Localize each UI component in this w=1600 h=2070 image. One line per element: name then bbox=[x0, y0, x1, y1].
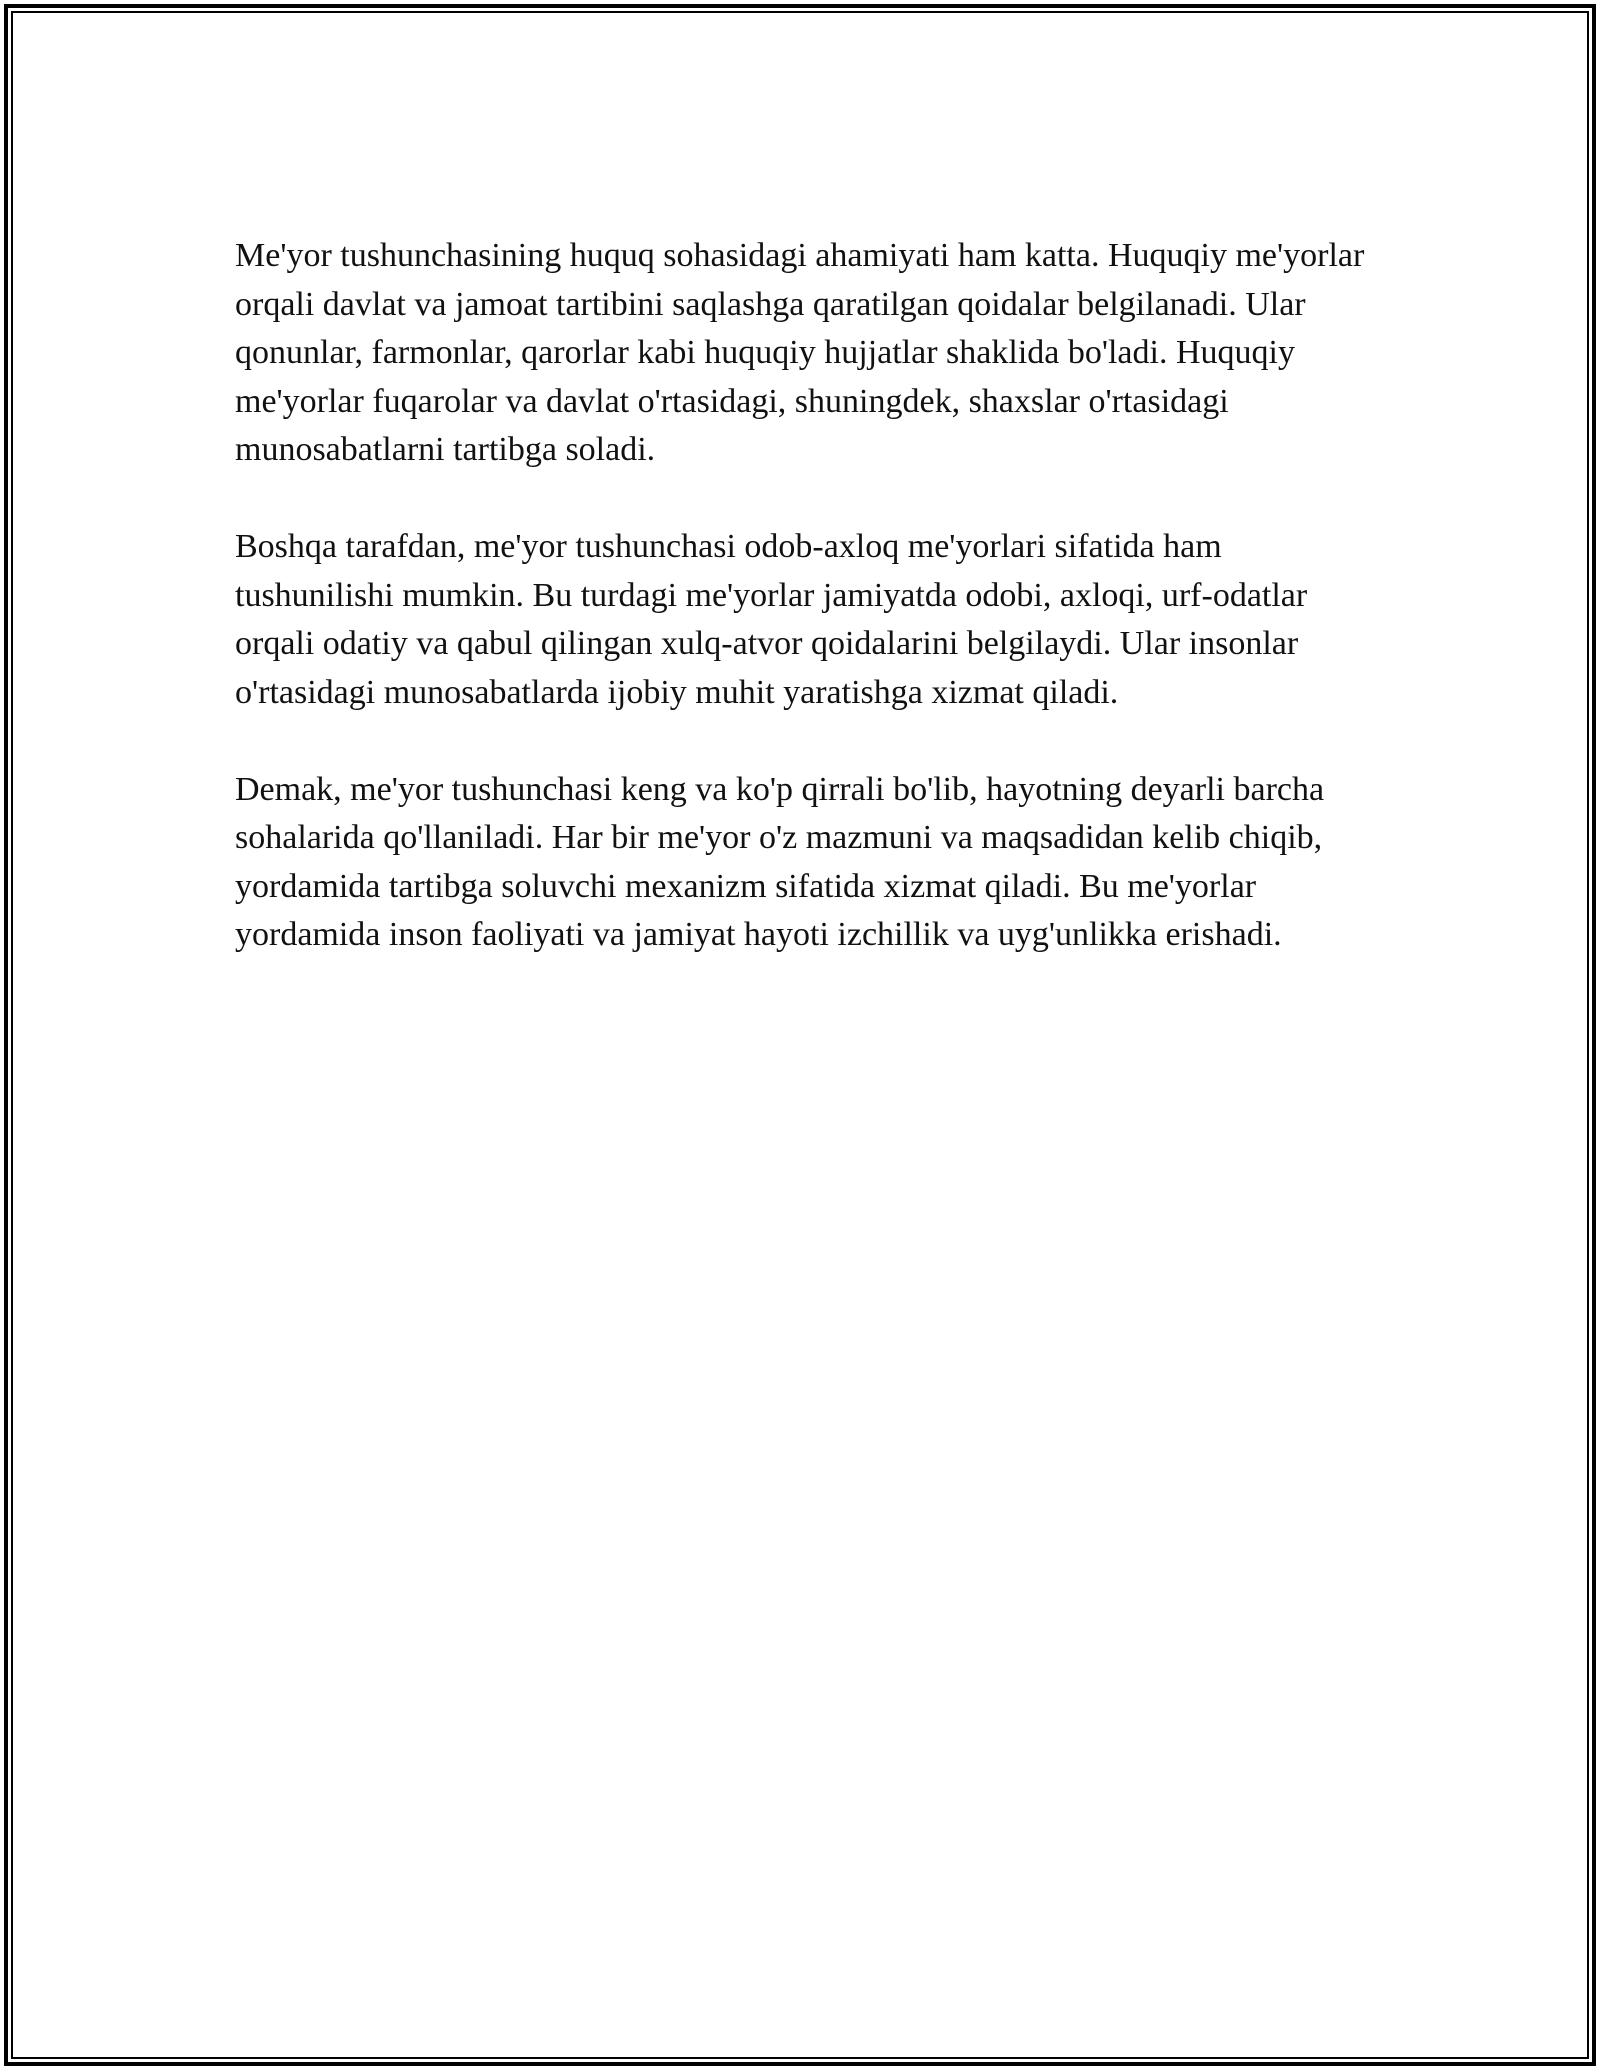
paragraph-moral-norms: Boshqa tarafdan, me'yor tushunchasi odob-axloq me'yorlari sifatida ham tushunilishi mumkin. Bu turdagi me'yorlar jamiyatda odobi, axloqi, urf-odatlar orqali odatiy va qabul qilingan xulq-atvor qoidalarini belgilaydi. Ular insonlar o'rtasidagi munosabatlarda ijobiy muhit yaratishga xizmat qiladi. bbox=[235, 528, 1308, 711]
paragraph-conclusion: Demak, me'yor tushunchasi keng va ko'p qirrali bo'lib, hayotning deyarli barcha sohalarida qo'llaniladi. Har bir me'yor o'z mazmuni va maqsadidan kelib chiqib, yordamida tartibga soluvchi mexanizm sifatida xizmat qiladi. Bu me'yorlar yordamida inson faoliyati va jamiyat hayoti izchillik va uyg'unlikka erishadi. bbox=[235, 770, 1325, 953]
paragraph-legal-norms: Me'yor tushunchasining huquq sohasidagi ahamiyati ham katta. Huquqiy me'yorlar orqali davlat va jamoat tartibini saqlashga qaratilgan qoidalar belgilanadi. Ular qonunlar, farmonlar, qarorlar kabi huquqiy hujjatlar shaklida bo'ladi. Huquqiy me'yorlar fuqarolar va davlat o'rtasidagi, shuningdek, shaxslar o'rtasidagi munosabatlarni tartibga soladi. bbox=[235, 237, 1365, 468]
document-body bbox=[235, 232, 1385, 960]
